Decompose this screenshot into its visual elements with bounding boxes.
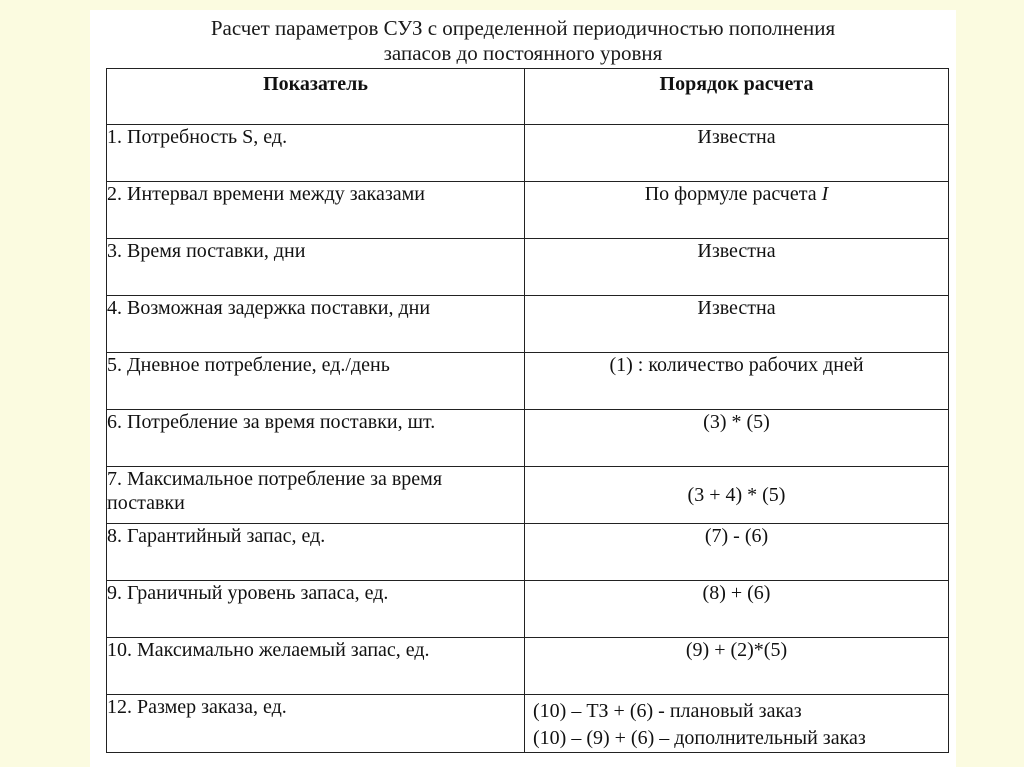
calculation-cell [525, 695, 949, 753]
indicator-cell: 12. Размер заказа, ед. [107, 695, 525, 753]
table-row [107, 353, 949, 410]
indicator-cell: 5. Дневное потребление, ед./день [107, 353, 525, 410]
parameters-table [106, 68, 949, 753]
indicator-cell: 7. Максимальное потребление за время поставки [107, 467, 525, 524]
table-row [107, 410, 949, 467]
calculation-cell: (3 + 4) * (5) [525, 467, 949, 524]
interval-symbol: I [821, 183, 829, 205]
table-row [107, 581, 949, 638]
calculation-cell: (1) : количество рабочих дней [525, 353, 949, 410]
title-line-1: Расчет параметров СУЗ с определенной периодичностью пополнения [210, 16, 836, 40]
calculation-cell: (8) + (6) [525, 581, 949, 638]
indicator-cell: 2. Интервал времени между заказами [107, 182, 525, 239]
table-row [107, 695, 949, 753]
calculation-cell: (3) * (5) [525, 410, 949, 467]
planned-order-formula: (10) – ТЗ + (6) - плановый заказ [533, 700, 802, 722]
calculation-cell [525, 182, 949, 239]
calculation-text: По формуле расчета [644, 183, 817, 205]
calculation-cell: Известна [525, 125, 949, 182]
table-row [107, 296, 949, 353]
table-row [107, 467, 949, 524]
header-indicator: Показатель [107, 69, 525, 125]
calculation-cell: Известна [525, 239, 949, 296]
document-page [90, 10, 956, 767]
indicator-cell: 1. Потребность S, ед. [107, 125, 525, 182]
header-calculation: Порядок расчета [525, 69, 949, 125]
table-row [107, 638, 949, 695]
indicator-cell: 4. Возможная задержка поставки, дни [107, 296, 525, 353]
calculation-cell: (9) + (2)*(5) [525, 638, 949, 695]
indicator-cell: 9. Граничный уровень запаса, ед. [107, 581, 525, 638]
indicator-cell: 6. Потребление за время поставки, шт. [107, 410, 525, 467]
table-row [107, 125, 949, 182]
calculation-cell: Известна [525, 296, 949, 353]
indicator-cell: 10. Максимально желаемый запас, ед. [107, 638, 525, 695]
calculation-cell: (7) - (6) [525, 524, 949, 581]
title-line-2: запасов до постоянного уровня [383, 41, 663, 65]
table-row [107, 182, 949, 239]
table-header-row [107, 69, 949, 125]
table-row [107, 524, 949, 581]
additional-order-formula: (10) – (9) + (6) – дополнительный заказ [533, 727, 866, 749]
indicator-cell: 3. Время поставки, дни [107, 239, 525, 296]
table-row [107, 239, 949, 296]
document-title [90, 16, 956, 66]
indicator-cell: 8. Гарантийный запас, ед. [107, 524, 525, 581]
